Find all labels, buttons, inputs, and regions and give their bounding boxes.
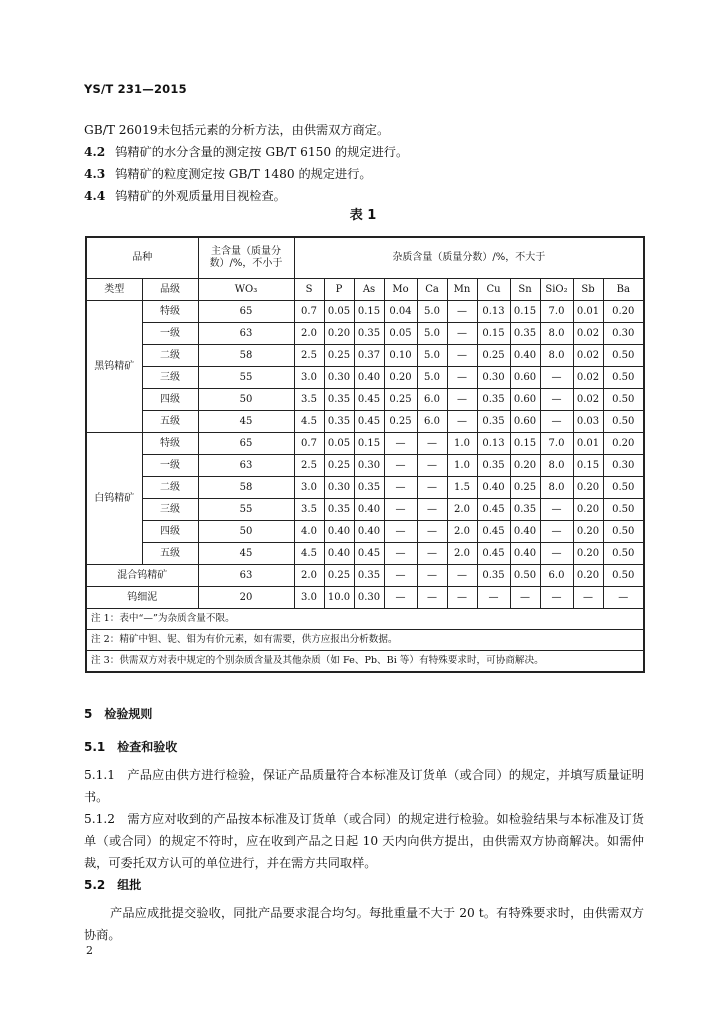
impurity-cell: 3.0 [294,477,324,499]
impurity-cell: 0.30 [603,455,644,477]
impurity-cell: 3.0 [294,587,324,609]
impurity-cell: 6.0 [417,411,447,433]
impurity-cell: 0.40 [477,477,510,499]
paragraph-text: 钨精矿的外观质量用目视检查。 [115,189,286,203]
table-caption: 表 1 [349,208,377,223]
impurity-cell: — [510,587,540,609]
impurity-cell: 5.0 [417,345,447,367]
header-main-content: 主含量（质量分数）/%，不小于 [198,237,294,279]
impurity-cell: 0.40 [324,521,354,543]
impurity-cell: 0.35 [324,411,354,433]
wo3-cell: 65 [198,433,294,455]
wo3-cell: 63 [198,323,294,345]
grade-cell: 三级 [142,499,198,521]
impurity-cell: 2.0 [294,323,324,345]
header-element: SiO₂ [540,279,573,301]
impurity-cell: 0.25 [324,345,354,367]
impurity-cell: 0.15 [354,301,384,323]
header-impurity: 杂质含量（质量分数）/%，不大于 [294,237,644,279]
impurity-cell: 0.45 [354,389,384,411]
impurity-cell: 0.40 [354,499,384,521]
impurity-cell: — [447,565,477,587]
impurity-cell: 0.01 [573,301,603,323]
wo3-cell: 45 [198,411,294,433]
impurity-cell: — [477,587,510,609]
impurity-cell: 0.03 [573,411,603,433]
paragraph-text: 钨精矿的水分含量的测定按 GB/T 6150 的规定进行。 [115,145,409,159]
table-row [86,587,644,609]
impurity-cell: 0.45 [477,499,510,521]
impurity-cell: 0.05 [384,323,417,345]
table-note: 注 2：精矿中钽、铌、钼为有价元素，如有需要，供方应报出分析数据。 [86,630,644,651]
grade-cell: 五级 [142,411,198,433]
section-5-1-title: 5.1 检查和验收 [84,740,178,754]
ore-type: 黑钨精矿 [86,301,142,433]
impurity-cell: 0.40 [324,543,354,565]
impurity-cell: 8.0 [540,345,573,367]
paragraph-number: 4.3 [84,167,106,181]
impurity-cell: 0.45 [477,521,510,543]
impurity-cell: 0.50 [603,565,644,587]
impurity-cell: — [447,301,477,323]
impurity-cell: — [540,411,573,433]
impurity-cell: 0.25 [477,345,510,367]
impurity-cell: 0.35 [354,477,384,499]
impurity-cell: — [573,587,603,609]
impurity-cell: 0.13 [477,433,510,455]
table-header-row [86,237,644,279]
grade-cell: 特级 [142,301,198,323]
impurity-cell: — [447,367,477,389]
impurity-cell: 0.50 [603,543,644,565]
impurity-cell: 0.50 [603,521,644,543]
impurity-cell: 0.04 [384,301,417,323]
impurity-cell: 0.50 [510,565,540,587]
impurity-cell: 4.5 [294,411,324,433]
table-row [86,543,644,565]
grade-cell: 二级 [142,345,198,367]
impurity-cell: 0.15 [510,433,540,455]
impurity-cell: 1.0 [447,455,477,477]
paragraph-number: 4.4 [84,189,106,203]
wo3-cell: 55 [198,499,294,521]
impurity-cell: 0.60 [510,389,540,411]
header-element: P [324,279,354,301]
impurity-cell: 0.20 [510,455,540,477]
impurity-cell: 0.40 [510,521,540,543]
impurity-cell: 1.0 [447,433,477,455]
ore-type: 白钨精矿 [86,433,142,565]
impurity-cell: 0.15 [354,433,384,455]
impurity-cell: 0.20 [573,499,603,521]
impurity-cell: 0.35 [324,499,354,521]
impurity-cell: 2.0 [294,565,324,587]
impurity-cell: 0.20 [324,323,354,345]
header-element: Mn [447,279,477,301]
table-row [86,499,644,521]
table-note-row [86,630,644,651]
impurity-cell: 0.45 [354,543,384,565]
impurity-cell: 0.20 [603,433,644,455]
impurity-cell: — [384,477,417,499]
impurity-cell: — [540,543,573,565]
header-type: 类型 [86,279,142,301]
impurity-cell: 0.20 [573,543,603,565]
impurity-cell: 7.0 [540,301,573,323]
grade-cell: 一级 [142,455,198,477]
paragraph-5-1-2: 5.1.2 需方应对收到的产品按本标准及订货单（或合同）的规定进行检验。如检验结果与本标准及订货单（或合同）的规定不符时，应在收到产品之日起 10 天内向供方提出，由供需双方协商解决。如需仲裁，可委托双方认可的单位进行，并在需方共同取样。 [84,812,644,870]
impurity-cell: 0.30 [477,367,510,389]
impurity-cell: 0.30 [324,367,354,389]
table-row [86,521,644,543]
header-element: Ca [417,279,447,301]
impurity-cell: 0.50 [603,499,644,521]
table-row [86,345,644,367]
impurity-cell: 7.0 [540,433,573,455]
impurity-cell: 0.25 [324,565,354,587]
table-row [86,477,644,499]
table-note-row [86,609,644,630]
impurity-cell: 0.35 [477,411,510,433]
impurity-cell: 2.0 [447,521,477,543]
impurity-cell: 0.15 [477,323,510,345]
impurity-cell: — [417,521,447,543]
impurity-cell: 0.40 [354,367,384,389]
impurity-cell: — [384,499,417,521]
impurity-cell: — [540,367,573,389]
impurity-cell: — [447,587,477,609]
impurity-cell: 0.25 [384,389,417,411]
impurity-cell: 0.35 [477,565,510,587]
impurity-cell: 0.50 [603,367,644,389]
impurity-cell: 0.45 [354,411,384,433]
impurity-cell: 3.0 [294,367,324,389]
wo3-cell: 45 [198,543,294,565]
grade-cell: 三级 [142,367,198,389]
table-row [86,433,644,455]
impurity-cell: 0.35 [324,389,354,411]
ore-type: 钨细泥 [86,587,198,609]
paragraph-text: GB/T 26019未包括元素的分析方法，由供需双方商定。 [84,123,390,137]
impurity-cell: — [384,587,417,609]
impurity-cell: 0.30 [324,477,354,499]
impurity-cell: 0.35 [510,323,540,345]
grade-cell: 二级 [142,477,198,499]
impurity-cell: 0.02 [573,367,603,389]
impurity-cell: — [540,389,573,411]
wo3-cell: 50 [198,389,294,411]
paragraph-5-1-1: 5.1.1 产品应由供方进行检验，保证产品质量符合本标准及订货单（或合同）的规定，并填写质量证明书。 [84,768,644,804]
table-row [86,389,644,411]
impurity-cell: 0.05 [324,301,354,323]
impurity-cell: 5.0 [417,367,447,389]
paragraph-4-3 [84,163,644,185]
impurity-cell: — [540,587,573,609]
impurity-cell: 0.15 [573,455,603,477]
impurity-cell: 0.40 [510,345,540,367]
impurity-cell: — [447,411,477,433]
impurity-cell: — [603,587,644,609]
paragraph-4-2 [84,141,644,163]
impurity-cell: 0.35 [477,389,510,411]
impurity-cell: — [417,477,447,499]
grade-cell: 四级 [142,521,198,543]
wo3-cell: 65 [198,301,294,323]
impurity-cell: 0.7 [294,301,324,323]
section-5-2-title: 5.2 组批 [84,878,142,892]
table-header-row [86,279,644,301]
impurity-cell: 0.05 [324,433,354,455]
wo3-cell: 58 [198,477,294,499]
impurity-cell: 0.35 [477,455,510,477]
impurity-cell: 0.25 [510,477,540,499]
header-element: As [354,279,384,301]
impurity-cell: — [540,499,573,521]
impurity-cell: 3.5 [294,389,324,411]
paragraph-number: 4.2 [84,145,106,159]
impurity-cell: 0.20 [573,477,603,499]
impurity-cell: 2.5 [294,345,324,367]
paragraph-5-2: 产品应成批提交验收，同批产品要求混合均匀。每批重量不大于 20 t。有特殊要求时，由供需双方协商。 [84,906,644,942]
impurity-cell: — [417,587,447,609]
impurity-cell: — [417,499,447,521]
impurity-cell: 0.50 [603,411,644,433]
impurity-cell: 0.02 [573,323,603,345]
paragraph-4-1-cont [84,119,644,141]
header-variety: 品种 [86,237,198,279]
specification-table [85,236,645,673]
impurity-cell: 0.35 [354,323,384,345]
impurity-cell: — [384,521,417,543]
wo3-cell: 20 [198,587,294,609]
ore-type: 混合钨精矿 [86,565,198,587]
impurity-cell: — [384,433,417,455]
table-row [86,565,644,587]
header-element: Ba [603,279,644,301]
table-note: 注 3：供需双方对表中规定的个别杂质含量及其他杂质（如 Fe、Pb、Bi 等）有特殊要求时，可协商解决。 [86,651,644,673]
impurity-cell: 0.50 [603,345,644,367]
header-element: Sn [510,279,540,301]
impurity-cell: — [417,565,447,587]
impurity-cell: 2.0 [447,499,477,521]
wo3-cell: 63 [198,565,294,587]
impurity-cell: 8.0 [540,477,573,499]
grade-cell: 四级 [142,389,198,411]
impurity-cell: 0.20 [384,367,417,389]
impurity-cell: — [540,521,573,543]
impurity-cell: 0.40 [354,521,384,543]
wo3-cell: 58 [198,345,294,367]
grade-cell: 五级 [142,543,198,565]
table-row [86,367,644,389]
impurity-cell: 0.45 [477,543,510,565]
header-element: Mo [384,279,417,301]
impurity-cell: 2.0 [447,543,477,565]
table-row [86,411,644,433]
impurity-cell: 0.13 [477,301,510,323]
impurity-cell: 0.25 [384,411,417,433]
table-row [86,455,644,477]
grade-cell: 一级 [142,323,198,345]
impurity-cell: 0.02 [573,389,603,411]
impurity-cell: 0.20 [573,565,603,587]
impurity-cell: 0.37 [354,345,384,367]
impurity-cell: 8.0 [540,455,573,477]
impurity-cell: 4.5 [294,543,324,565]
impurity-cell: 0.40 [510,543,540,565]
header-element: Cu [477,279,510,301]
table-note-row [86,651,644,673]
header-element: Sb [573,279,603,301]
impurity-cell: 8.0 [540,323,573,345]
impurity-cell: 0.25 [324,455,354,477]
page-number: 2 [86,944,93,957]
impurity-cell: 6.0 [540,565,573,587]
wo3-cell: 63 [198,455,294,477]
impurity-cell: 0.20 [603,301,644,323]
impurity-cell: 0.02 [573,345,603,367]
impurity-cell: 0.50 [603,477,644,499]
impurity-cell: 4.0 [294,521,324,543]
impurity-cell: 6.0 [417,389,447,411]
impurity-cell: 5.0 [417,301,447,323]
table-row [86,301,644,323]
header-element: S [294,279,324,301]
impurity-cell: 0.15 [510,301,540,323]
impurity-cell: — [417,433,447,455]
impurity-cell: 0.01 [573,433,603,455]
impurity-cell: 0.50 [603,389,644,411]
impurity-cell: 3.5 [294,499,324,521]
impurity-cell: 0.7 [294,433,324,455]
grade-cell: 特级 [142,433,198,455]
wo3-cell: 55 [198,367,294,389]
header-wo3: WO₃ [198,279,294,301]
impurity-cell: 5.0 [417,323,447,345]
impurity-cell: — [417,455,447,477]
impurity-cell: 0.30 [603,323,644,345]
impurity-cell: 0.20 [573,521,603,543]
standard-header: YS/T 231—2015 [84,82,187,96]
impurity-cell: 0.10 [384,345,417,367]
impurity-cell: 0.30 [354,587,384,609]
impurity-cell: — [447,345,477,367]
impurity-cell: — [447,323,477,345]
impurity-cell: — [447,389,477,411]
table-note: 注 1：表中“—”为杂质含量不限。 [86,609,644,630]
header-grade: 品级 [142,279,198,301]
impurity-cell: — [384,543,417,565]
impurity-cell: 0.60 [510,367,540,389]
table-row [86,323,644,345]
impurity-cell: 0.30 [354,455,384,477]
impurity-cell: 2.5 [294,455,324,477]
paragraph-text: 钨精矿的粒度测定按 GB/T 1480 的规定进行。 [115,167,372,181]
impurity-cell: 0.60 [510,411,540,433]
impurity-cell: 0.35 [354,565,384,587]
impurity-cell: — [384,455,417,477]
wo3-cell: 50 [198,521,294,543]
impurity-cell: 0.35 [510,499,540,521]
section-5-title: 5 检验规则 [84,707,153,721]
impurity-cell: 10.0 [324,587,354,609]
impurity-cell: — [417,543,447,565]
impurity-cell: — [384,565,417,587]
impurity-cell: 1.5 [447,477,477,499]
